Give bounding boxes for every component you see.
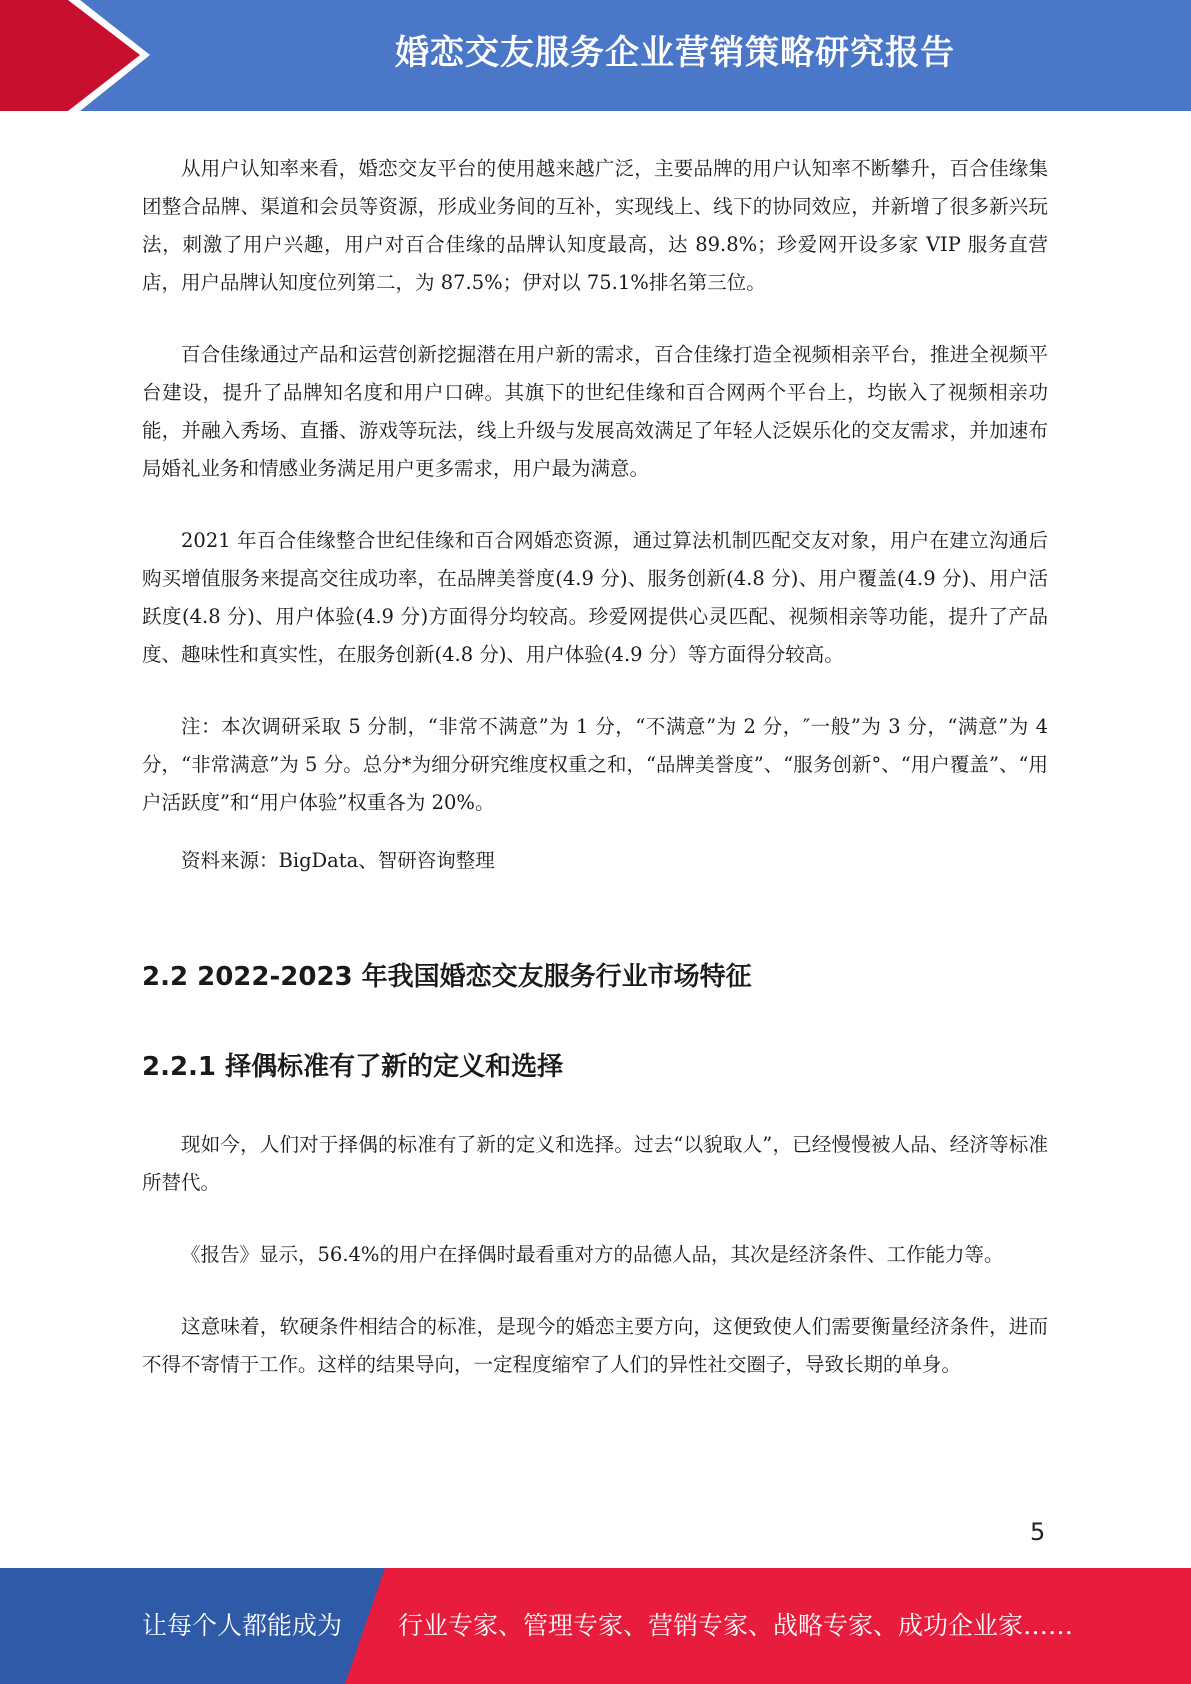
page-footer bbox=[0, 1568, 1191, 1684]
page-content bbox=[142, 150, 1048, 1384]
paragraph-new-standards: 现如今，人们对于择偶的标准有了新的定义和选择。过去“以貌取人”，已经慢慢被人品、经济等标准所替代。 bbox=[142, 1133, 1048, 1194]
paragraph-awareness: 从用户认知率来看，婚恋交友平台的使用越来越广泛，主要品牌的用户认知率不断攀升，百合佳缘集团整合品牌、渠道和会员等资源，形成业务间的互补，实现线上、线下的协同效应，并新增了很多新兴玩法，刺激了用户兴趣，用户对百合佳缘的品牌认知度最高，达 89.8%；珍爱网开设多家 VIP 服务直营店，用户品牌认知度位列第二，为 87.5%；伊对以 75.1%排名第三位。 bbox=[142, 157, 1048, 294]
footer-slogan-right: 行业专家、管理专家、营销专家、战略专家、成功企业家…… bbox=[398, 1611, 1074, 1640]
paragraph-implication: 这意味着，软硬条件相结合的标准，是现今的婚恋主要方向，这便致使人们需要衡量经济条件，进而不得不寄情于工作。这样的结果导向，一定程度缩窄了人们的异性社交圈子，导致长期的单身。 bbox=[142, 1315, 1048, 1376]
paragraph-scores: 2021 年百合佳缘整合世纪佳缘和百合网婚恋资源，通过算法机制匹配交友对象，用户在建立沟通后购买增值服务来提高交往成功率，在品牌美誉度(4.9 分)、服务创新(4.8 分)、用户覆盖(4.9 分)、用户活跃度(4.8 分)、用户体验(4.9 分)方面得分均较高。珍爱网提供心灵匹配、视频相亲等功能，提升了产品度、趣味性和真实性，在服务创新(4.8 分)、用户体验(4.9 分）等方面得分较高。 bbox=[142, 529, 1048, 666]
report-title: 婚恋交友服务企业营销策略研究报告 bbox=[395, 33, 955, 73]
page-number: 5 bbox=[1030, 1518, 1046, 1546]
paragraph-video-dating: 百合佳缘通过产品和运营创新挖掘潜在用户新的需求，百合佳缘打造全视频相亲平台，推进全视频平台建设，提升了品牌知名度和用户口碑。其旗下的世纪佳缘和百合网两个平台上，均嵌入了视频相亲功能，并融入秀场、直播、游戏等玩法，线上升级与发展高效满足了年轻人泛娱乐化的交友需求，并加速布局婚礼业务和情感业务满足用户更多需求，用户最为满意。 bbox=[142, 343, 1048, 480]
section-heading-2-2-1: 2.2.1 择偶标准有了新的定义和选择 bbox=[142, 1052, 564, 1082]
page-header bbox=[0, 0, 1191, 111]
section-heading-2-2: 2.2 2022-2023 年我国婚恋交友服务行业市场特征 bbox=[142, 962, 752, 992]
paragraph-note: 注：本次调研采取 5 分制，“非常不满意”为 1 分，“不满意”为 2 分，″一般”为 3 分，“满意”为 4 分，“非常满意”为 5 分。总分*为细分研究维度权重之和，“品牌美誉度”、“服务创新°、“用户覆盖”、“用户活跃度”和“用户体验”权重各为 20%。 bbox=[142, 715, 1048, 814]
paragraph-report-stat: 《报告》显示，56.4%的用户在择偶时最看重对方的品德人品，其次是经济条件、工作能力等。 bbox=[181, 1243, 1004, 1266]
footer-slogan-left: 让每个人都能成为 bbox=[142, 1611, 343, 1640]
source-line: 资料来源：BigData、智研咨询整理 bbox=[181, 849, 495, 872]
header-chevron-logo bbox=[0, 0, 150, 111]
